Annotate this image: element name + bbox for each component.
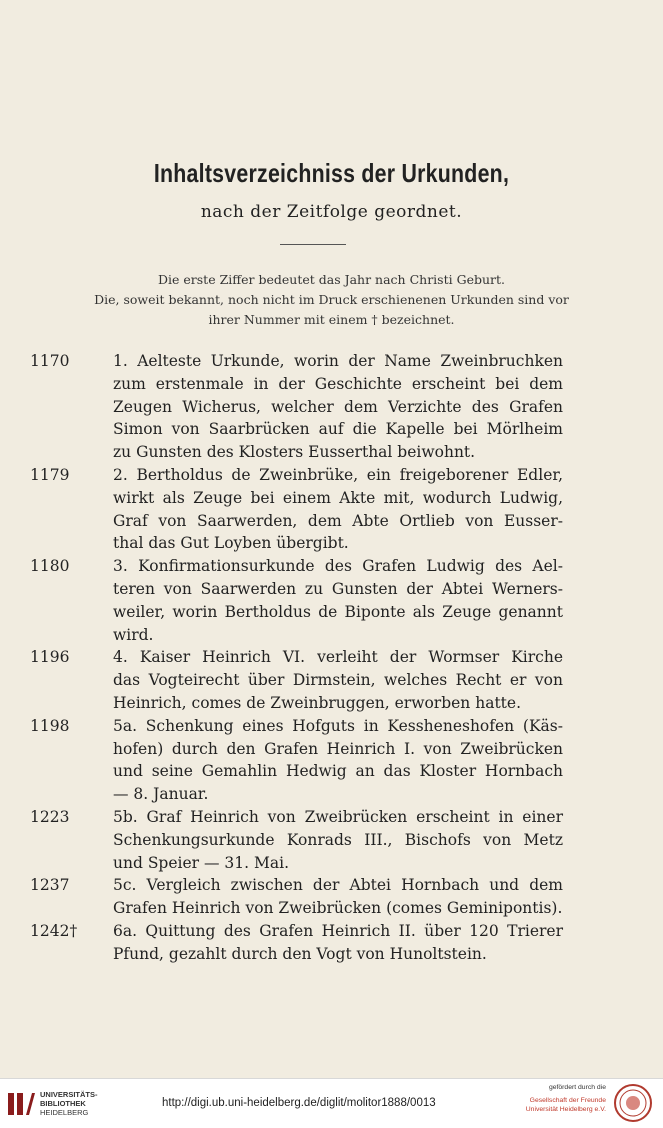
university-library-logo-icon [6,1089,36,1119]
entry-text-line: Heinrich, comes de Zweinbruggen, erworben hatte. [113,693,521,712]
library-name-line: UNIVERSITÄTS- [40,1090,98,1099]
entry-text-line: — 8. Januar. [113,785,209,804]
sponsor-name-line: Universität Heidelberg e.V. [525,1106,606,1113]
entry-text-line: wird. [113,625,154,644]
library-name-line: HEIDELBERG [40,1108,89,1117]
entry-text-line: Schenkungsurkunde Konrads III., Bischofs von Metz [113,830,563,849]
entry-text-line: Pfund, gezahlt durch den Vogt von Hunoltstein. [113,944,487,963]
entry-text-line: und Speier — 31. Mai. [113,853,289,872]
entry-year: 1170 [30,352,70,370]
note-line: Die, soweit bekannt, noch nicht im Druck erschienenen Urkunden sind vor [94,292,569,307]
university-seal-icon [613,1083,653,1123]
title-divider [280,244,346,245]
entry-text-line: Simon von Saarbrücken auf die Kapelle bei Mörlheim [113,420,563,439]
document-subtitle: nach der Zeitfolge geordnet. [200,202,463,222]
entry-text-line: zu Gunsten des Klosters Eusserthal beiwohnt. [113,443,476,462]
entry-text-line: weiler, worin Bertholdus de Biponte als Zeuge genannt [113,602,563,621]
entry-text-line: 2. Bertholdus de Zweinbrüke, ein freigeborener Edler, [113,466,563,484]
footer-bar [0,1078,663,1128]
entry-year: 1180 [30,557,70,576]
entry-year: 1179 [30,466,70,484]
entry-year: 1242† [30,922,78,940]
sponsor-label: gefördert durch die [548,1084,606,1091]
permalink-url[interactable]: http://digi.ub.uni-heidelberg.de/diglit/molitor1888/0013 [162,1097,436,1109]
entry-text-line: 3. Konfirmationsurkunde des Grafen Ludwig des Ael- [113,557,563,576]
entry-text-line: Graf von Saarwerden, dem Abte Ortlieb von Eusser- [113,511,563,530]
entry-text-line: das Vogteirecht über Dirmstein, welches Recht er von [113,671,563,690]
note-line: Die erste Ziffer bedeutet das Jahr nach Christi Geburt. [158,272,505,287]
entry-year: 1196 [30,648,70,667]
entry-text-line: und seine Gemahlin Hedwig an das Kloster Hornbach [113,762,563,781]
entry-text-line: 4. Kaiser Heinrich VI. verleiht der Wormser Kirche [113,648,563,667]
document-title: Inhaltsverzeichniss der Urkunden, [153,158,510,188]
entry-text-line: wirkt als Zeuge bei einem Akte mit, wodurch Ludwig, [113,488,563,507]
entry-text-line: hofen) durch den Grafen Heinrich I. von Zweibrücken [113,739,563,758]
entry-text-line: Grafen Heinrich von Zweibrücken (comes Geminipontis). [113,899,563,918]
entry-year: 1237 [30,876,70,895]
entry-text-line: 5a. Schenkung eines Hofguts in Kessheneshofen (Käs- [113,716,563,735]
entry-text-line: Zeugen Wicherus, welcher dem Verzichte des Grafen [113,397,563,416]
library-name-line: BIBLIOTHEK [40,1099,86,1108]
entry-text-line: zum erstenmale in der Geschichte erscheint bei dem [113,374,563,393]
entry-text-line: teren von Saarwerden zu Gunsten der Abtei Werners- [113,579,563,598]
sponsor-name-line: Gesellschaft der Freunde [529,1097,606,1104]
entry-text-line: 6a. Quittung des Grafen Heinrich II. über 120 Trierer [113,922,563,940]
entry-text-line: 5c. Vergleich zwischen der Abtei Hornbach und dem [113,876,563,895]
entry-year: 1223 [30,808,70,826]
entry-text-line: thal das Gut Loyben übergibt. [113,534,349,553]
note-line: ihrer Nummer mit einem † bezeichnet. [208,312,455,327]
entry-year: 1198 [30,716,70,735]
entry-text-line: 1. Aelteste Urkunde, worin der Name Zweinbruchken [113,352,563,370]
entry-text-line: 5b. Graf Heinrich von Zweibrücken erscheint in einer [113,808,563,826]
